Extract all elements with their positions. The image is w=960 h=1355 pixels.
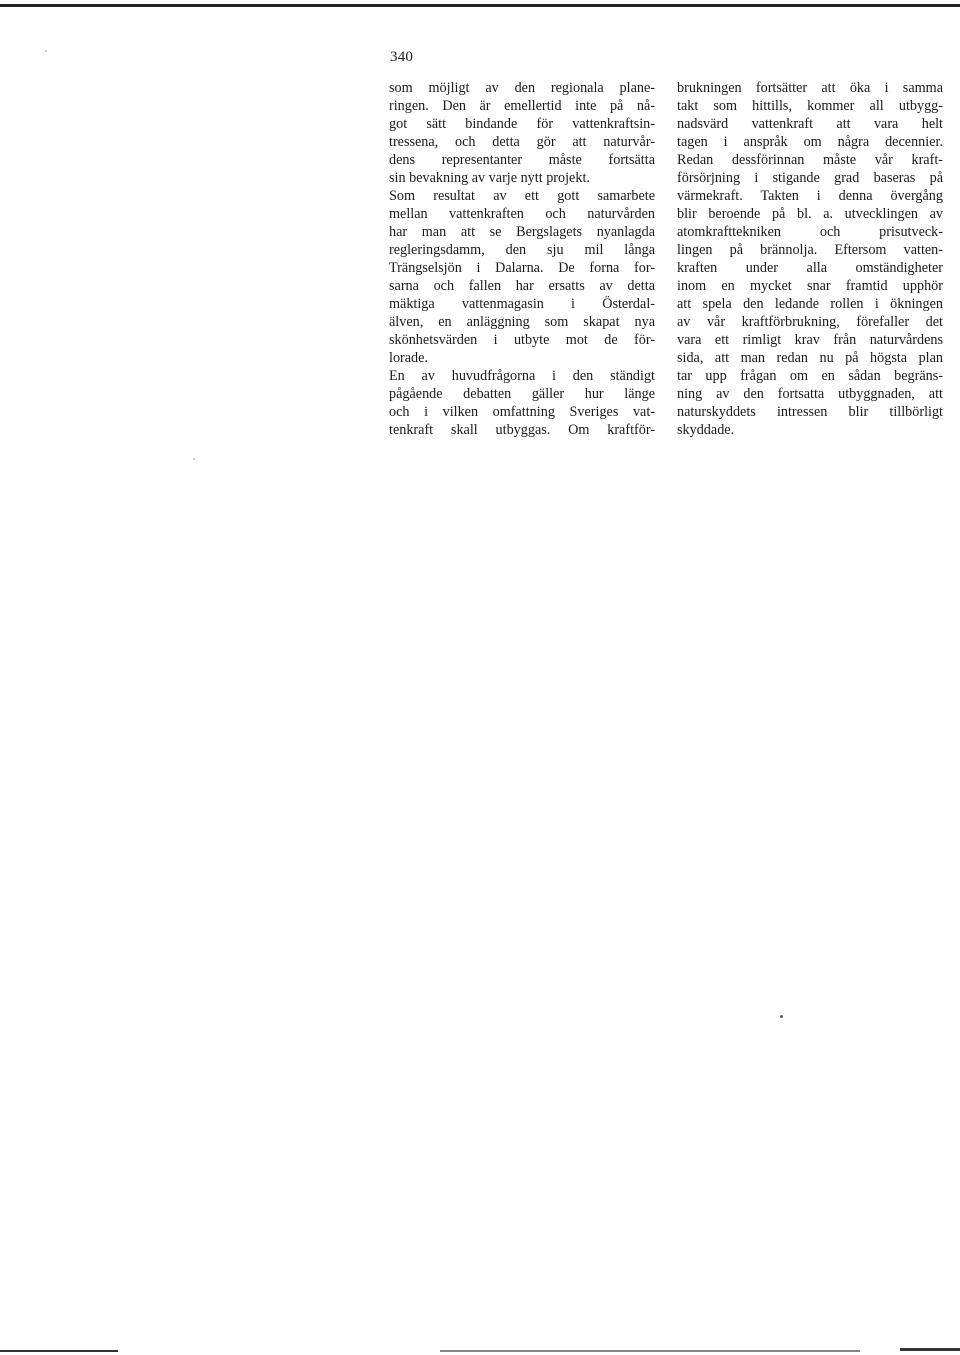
text-line: som möjligt av den regionala plane-	[389, 80, 655, 96]
text-line: värmekraft. Takten i denna övergång	[677, 188, 943, 204]
text-line: naturskyddets intressen blir tillbörligt	[677, 404, 943, 420]
text-line: tenkraft skall utbyggas. Om kraftför-	[389, 422, 655, 438]
bottom-border-rule	[0, 1350, 118, 1352]
bottom-border-rule	[900, 1348, 960, 1351]
text-line: takt som hittills, kommer all utbygg-	[677, 98, 943, 114]
scan-speck	[780, 1015, 783, 1018]
text-line: pågående debatten gäller hur länge	[389, 386, 655, 402]
text-line: tagen i anspråk om några decennier.	[677, 134, 943, 150]
text-line: atomkrafttekniken och prisutveck-	[677, 224, 943, 240]
text-line: kraften under alla omständigheter	[677, 260, 943, 276]
text-line: sarna och fallen har ersatts av detta	[389, 278, 655, 294]
text-line: ning av den fortsatta utbyggnaden, att	[677, 386, 943, 402]
text-line: vara ett rimligt krav från naturvårdens	[677, 332, 943, 348]
top-border-rule	[0, 4, 960, 7]
text-line: Trängselsjön i Dalarna. De forna for-	[389, 260, 655, 276]
text-line: sida, att man redan nu på högsta plan	[677, 350, 943, 366]
text-line: brukningen fortsätter att öka i samma	[677, 80, 943, 96]
text-line: got sätt bindande för vattenkraftsin-	[389, 116, 655, 132]
text-line: regleringsdamm, den sju mil långa	[389, 242, 655, 258]
page-number: 340	[390, 49, 414, 65]
text-line: försörjning i stigande grad baseras på	[677, 170, 943, 186]
text-line: nadsvärd vattenkraft att vara helt	[677, 116, 943, 132]
text-line: skyddade.	[677, 422, 735, 438]
text-line: Redan dessförinnan måste vår kraft-	[677, 152, 943, 168]
text-line: Som resultat av ett gott samarbete	[389, 188, 655, 204]
text-line: skönhetsvärden i utbyte mot de för-	[389, 332, 655, 348]
text-line: och i vilken omfattning Sveriges vat-	[389, 404, 655, 420]
text-line: av vår kraftförbrukning, förefaller det	[677, 314, 943, 330]
right-text-column	[677, 79, 943, 439]
text-line: inom en mycket snar framtid upphör	[677, 278, 943, 294]
text-line: har man att se Bergslagets nyanlagda	[389, 224, 655, 240]
text-line: mäktiga vattenmagasin i Österdal-	[389, 296, 655, 312]
text-line: ringen. Den är emellertid inte på nå-	[389, 98, 655, 114]
text-line: älven, en anläggning som skapat nya	[389, 314, 655, 330]
text-line: tressena, och detta gör att naturvår-	[389, 134, 655, 150]
text-line: mellan vattenkraften och naturvården	[389, 206, 655, 222]
scan-speck	[193, 458, 195, 460]
text-line: blir beroende på bl. a. utvecklingen av	[677, 206, 943, 222]
text-line: att spela den ledande rollen i ökningen	[677, 296, 943, 312]
text-line: tar upp frågan om en sådan begräns-	[677, 368, 943, 384]
text-line: sin bevakning av varje nytt projekt.	[389, 170, 590, 186]
bottom-border-rule	[440, 1350, 860, 1352]
scan-speck	[45, 50, 47, 52]
text-line: dens representanter måste fortsätta	[389, 152, 655, 168]
text-line: lingen på brännolja. Eftersom vatten-	[677, 242, 943, 258]
left-text-column	[389, 79, 655, 439]
text-line: lorade.	[389, 350, 428, 366]
text-line: En av huvudfrågorna i den ständigt	[389, 368, 655, 384]
